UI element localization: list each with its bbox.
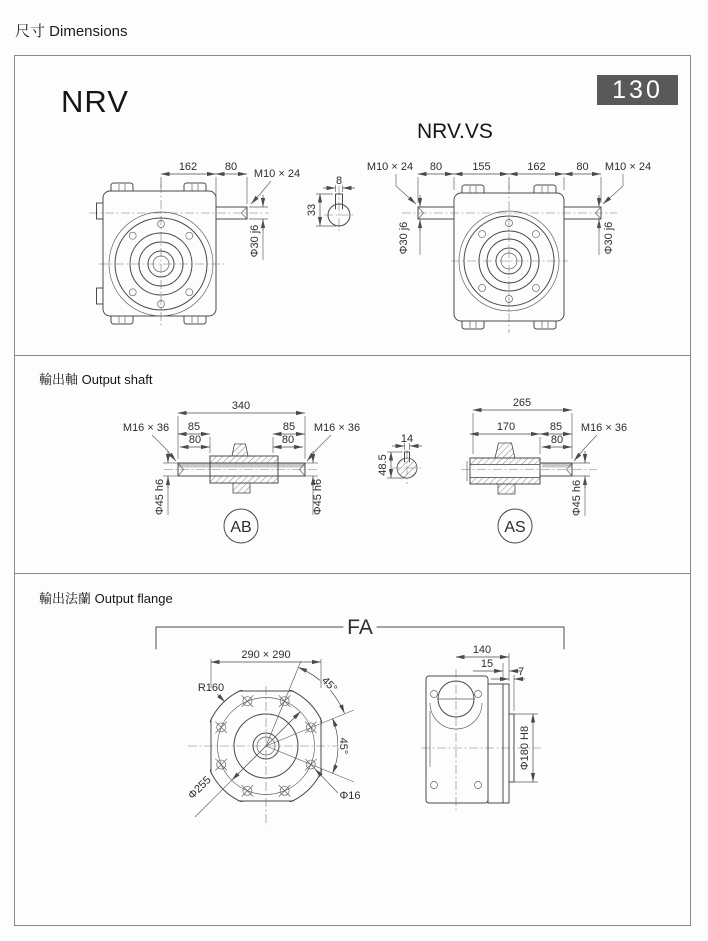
output-shaft-section-label: 輸出軸 Output shaft [39, 372, 153, 387]
dim-155-label: 155 [472, 161, 491, 173]
key-width-label: 14 [400, 433, 414, 445]
dim-80l-label: 80 [429, 161, 443, 173]
page-title: 尺寸 Dimensions [15, 23, 128, 40]
thread-right-label: M16 × 36 [313, 422, 361, 434]
radius-label: R160 [197, 682, 225, 694]
dim-170-label: 170 [496, 421, 516, 433]
bolt-circle-label: Φ255 [186, 774, 214, 802]
dim-265-label: 265 [512, 397, 532, 409]
thread-label: M10 × 24 [253, 168, 301, 180]
flange-front-view-drawing [166, 646, 406, 886]
thread-left-label: M10 × 24 [366, 161, 414, 173]
nrv-front-view-drawing [71, 146, 311, 346]
angle-45-lower-label: 45° [337, 737, 349, 755]
model-title: NRV [61, 84, 129, 119]
hole-dia-label: Φ16 [339, 790, 361, 802]
flange-fa-tag: FA [347, 616, 373, 639]
section-divider [15, 355, 690, 356]
square-dim-label: 290 × 290 [241, 649, 291, 661]
dim-340-label: 340 [231, 400, 251, 412]
key-height-label: 48.5 [377, 454, 389, 476]
nrvvs-front-view-drawing [356, 141, 666, 346]
dim-80r-label: 80 [576, 161, 589, 173]
dim-162-label: 162 [178, 161, 198, 173]
variant-title: NRV.VS [417, 120, 493, 143]
variant-ab-tag: AB [230, 519, 252, 536]
output-shaft-as-drawing [456, 396, 641, 551]
dia-label: Φ45 h6 [571, 479, 583, 517]
thread-label: M16 × 36 [580, 422, 628, 434]
key-width-label: 8 [335, 175, 343, 187]
bore-dia-label: Φ180 H8 [519, 725, 531, 771]
dim-85-label: 85 [549, 421, 563, 433]
dim-80l-label: 80 [188, 434, 202, 446]
shaft-dia-left-label: Φ30 j6 [398, 221, 410, 255]
shaft-dia-right-label: Φ30 j6 [603, 221, 615, 255]
dim-80-label: 80 [224, 161, 238, 173]
key-height-label: 33 [306, 203, 318, 217]
dim-162-label: 162 [527, 161, 546, 173]
shaft-dia-label: Φ30 j6 [249, 224, 261, 258]
variant-as-tag: AS [504, 519, 526, 536]
drawing-sheet [14, 55, 691, 926]
dim-15-label: 15 [480, 658, 494, 670]
dim-7-label: 7 [517, 666, 525, 678]
thread-left-label: M16 × 36 [122, 422, 170, 434]
dim-80-label: 80 [550, 434, 564, 446]
dia-left-label: Φ45 h6 [154, 478, 166, 516]
dia-right-label: Φ45 h6 [312, 478, 324, 516]
size-badge: 130 [597, 75, 678, 105]
dim-85r-label: 85 [282, 421, 296, 433]
dim-85l-label: 85 [187, 421, 201, 433]
dim-140-label: 140 [472, 644, 492, 656]
thread-right-label: M10 × 24 [604, 161, 652, 173]
dim-80r-label: 80 [281, 434, 295, 446]
output-shaft-ab-drawing [116, 391, 376, 551]
output-flange-section-label: 輸出法蘭 Output flange [39, 591, 173, 606]
angle-45-upper-label: 45° [318, 674, 340, 696]
output-key-section-drawing [366, 426, 436, 506]
flange-side-view-drawing [421, 641, 571, 821]
section-divider [15, 573, 690, 574]
